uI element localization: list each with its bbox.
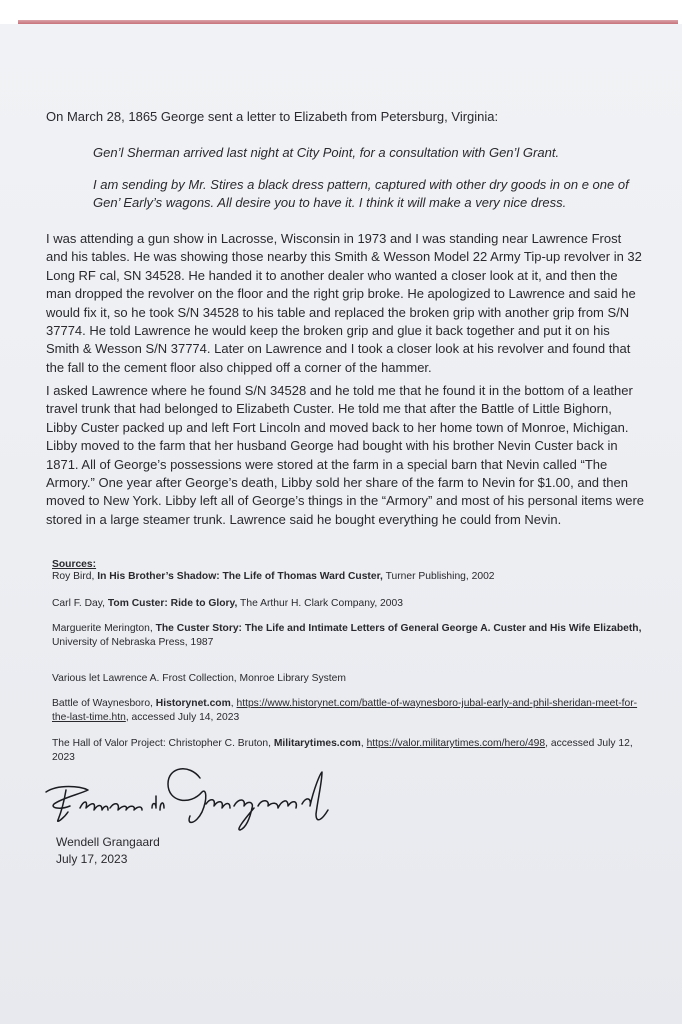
source-militarytimes: The Hall of Valor Project: Christopher C. Bruton, Militarytimes.com, https://valor.militarytimes.com/hero/498, accessed July 12, 2023	[52, 738, 633, 763]
paragraph-trunk-origin: I asked Lawrence where he found S/N 34528 and he told me that he found it in the bottom of a leather travel trunk that had belonged to Elizabeth Custer. He told me that after the Battle of Little Bighorn, Libby Custer packed up and left Fort Lincoln and moved back to her home town of Monroe, Michigan. Libby moved to the farm that her husband George had bought with his brother Nevin Custer back in 1871. All of George’s possessions were stored at the farm in a special barn that Nevin called “The Armory.” One year after George’s death, Libby sold her share of the farm to Nevin for $1.00, and then moved to New York. Libby left all of George’s things in the “Armory” and most of his personal items were stored in a large steamer trunk. Lawrence said he bought everything he could from Nevin.	[46, 383, 645, 527]
militarytimes-link[interactable]: https://valor.militarytimes.com/hero/498	[366, 738, 546, 749]
source-merington: Marguerite Merington, The Custer Story: The Life and Intimate Letters of General George A. Custer and His Wife Elizabeth, University of Nebraska Press, 1987	[52, 623, 642, 648]
historynet-link[interactable]: https://www.historynet.com/battle-of-waynesboro-jubal-early-and-phil-sheridan-meet-for-the-last-time.htn	[52, 698, 638, 723]
source-roy-bird: Roy Bird, In His Brother’s Shadow: The Life of Thomas Ward Custer, Turner Publishing, 2002	[52, 571, 495, 582]
letter-quote-dress: I am sending by Mr. Stires a black dress pattern, captured with other dry goods in on e one of Gen’ Early’s wagons. All desire you to have it. I think it will make a very nice dress.	[93, 177, 629, 211]
source-carl-day: Carl F. Day, Tom Custer: Ride to Glory, The Arthur H. Clark Company, 2003	[52, 598, 403, 609]
sources-heading: Sources:	[52, 559, 97, 570]
paragraph-gun-show: I was attending a gun show in Lacrosse, Wisconsin in 1973 and I was standing near Lawrence Frost and his tables. He was showing those nearby this Smith & Wesson Model 22 Army Tip-up revolver in 32 Long RF cal, SN 34528. He handed it to another dealer who wanted a closer look at it, and then the man dropped the revolver on the floor and the right grip broke. He apologized to Lawrence and said he would fix it, so he took S/N 34528 to his table and replaced the broken grip with another grip from S/N 37774. He told Lawrence he would keep the broken grip and glue it back together and put it on his Smith & Wesson S/N 37774. Later on Lawrence and I took a closer look at his revolver and found that the fall to the cement floor also chipped off a corner of the hammer.	[46, 231, 642, 375]
letter-quote-sherman: Gen’l Sherman arrived last night at City Point, for a consultation with Gen’l Grant.	[93, 145, 560, 160]
letter-intro: On March 28, 1865 George sent a letter to Elizabeth from Petersburg, Virginia:	[46, 109, 499, 124]
signer-name: Wendell Grangaard	[56, 835, 160, 849]
source-historynet: Battle of Waynesboro, Historynet.com, https://www.historynet.com/battle-of-waynesboro-jubal-early-and-phil-sheridan-meet-for-the-last-time.htn, accessed July 14, 2023	[52, 698, 638, 723]
handwritten-signature	[40, 758, 340, 838]
signature-date: July 17, 2023	[56, 852, 128, 866]
source-frost-collection: Various let Lawrence A. Frost Collection, Monroe Library System	[52, 673, 346, 684]
